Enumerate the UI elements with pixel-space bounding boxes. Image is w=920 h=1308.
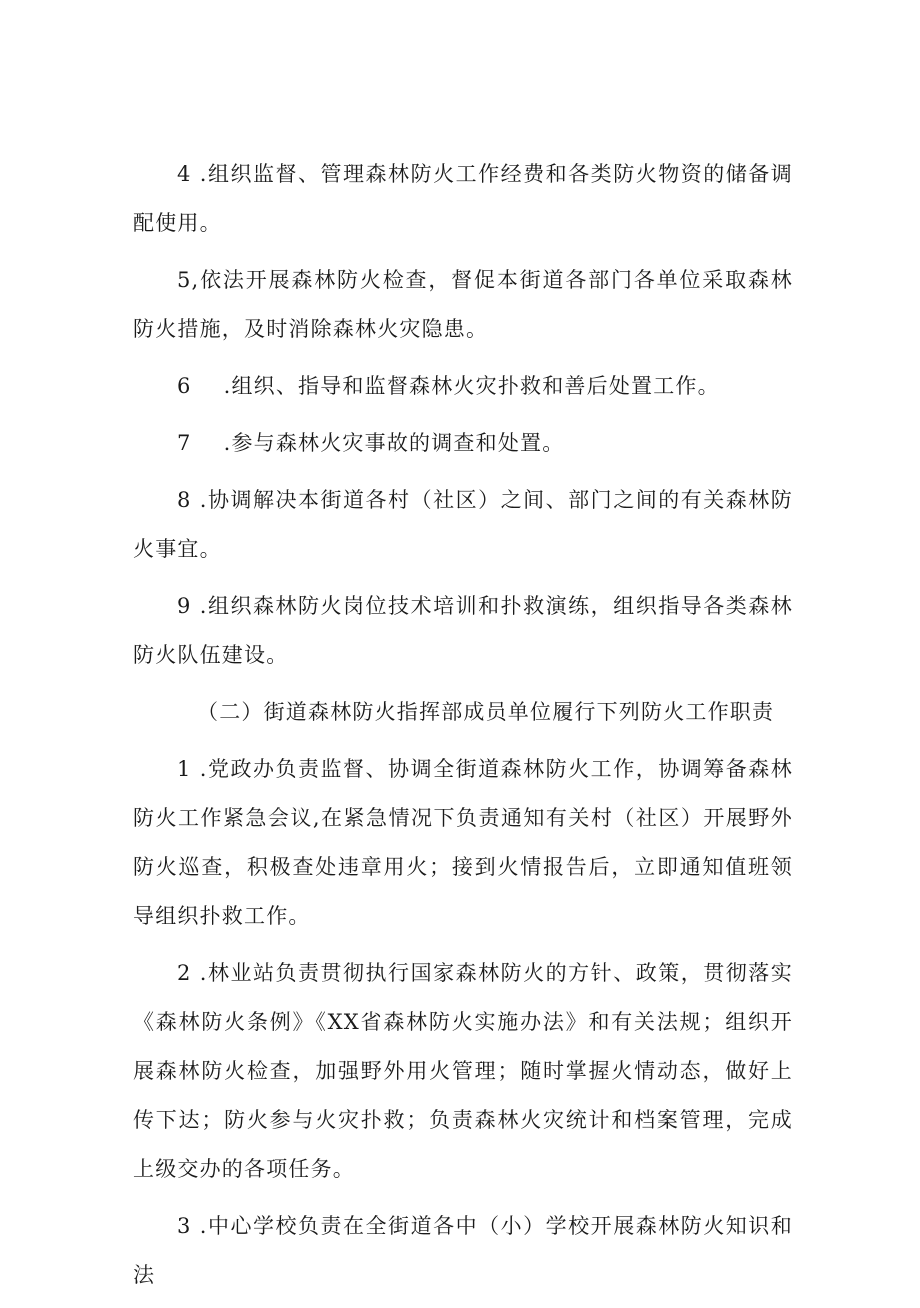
paragraph-number: 6	[177, 374, 192, 398]
duty-item-2: 2 .林业站负责贯彻执行国家森林防火的方针、政策，贯彻落实《森林防火条例》《XX省森林防火实施办法》和有关法规；组织开展森林防火检查，加强野外用火管理；随时掌握火情动态，做好上传下达；防火参与火灾扑救；负责森林火灾统计和档案管理，完成上级交办的各项任务。	[133, 961, 793, 1181]
paragraph-item-4: 4 .组织监督、管理森林防火工作经费和各类防火物资的储备调配使用。	[133, 162, 793, 235]
paragraph-text: .组织、指导和监督森林火灾扑救和善后处置工作。	[223, 374, 720, 398]
paragraph-item-7	[133, 419, 793, 468]
duty-item-3: 3 .中心学校负责在全街道各中（小）学校开展森林防火知识和法	[133, 1214, 793, 1287]
paragraph-item-5: 5,依法开展森林防火检查，督促本街道各部门各单位采取森林防火措施，及时消除森林火灾隐患。	[133, 268, 793, 341]
paragraph-item-6	[133, 362, 793, 411]
paragraph-text: .参与森林火灾事故的调查和处置。	[223, 431, 565, 455]
section-heading: （二）街道森林防火指挥部成员单位履行下列防火工作职责	[197, 700, 775, 724]
duty-item-1: 1 .党政办负责监督、协调全街道森林防火工作，协调筹备森林防火工作紧急会议,在紧急情况下负责通知有关村（社区）开展野外防火巡查，积极查处违章用火；接到火情报告后，立即通知值班领导组织扑救工作。	[133, 757, 793, 928]
paragraph-number: 7	[177, 431, 192, 455]
document-body	[133, 150, 793, 1308]
paragraph-item-8: 8 .协调解决本街道各村（社区）之间、部门之间的有关森林防火事宜。	[133, 488, 793, 561]
paragraph-item-9: 9 .组织森林防火岗位技术培训和扑救演练，组织指导各类森林防火队伍建设。	[133, 594, 793, 667]
